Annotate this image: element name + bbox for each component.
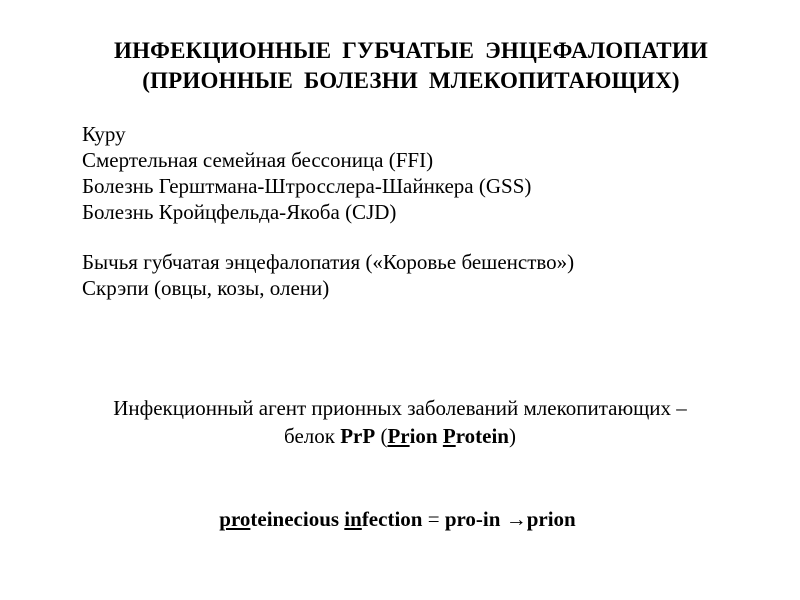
title-line-2: (ПРИОННЫЕ БОЛЕЗНИ МЛЕКОПИТАЮЩИХ) bbox=[142, 68, 680, 93]
prion-etymology-formula bbox=[0, 505, 795, 533]
agent-line-2 bbox=[0, 422, 800, 450]
slide-title bbox=[0, 36, 800, 96]
pro-in-text: pro-in bbox=[444, 507, 506, 531]
list-spacer bbox=[82, 225, 574, 249]
equals-sign: = bbox=[422, 507, 445, 531]
disease-item-kuru: Куру bbox=[82, 122, 126, 146]
disease-item-ffi: Смертельная семейная бессоница (FFI) bbox=[82, 148, 434, 172]
title-line-1: ИНФЕКЦИОННЫЕ ГУБЧАТЫЕ ЭНЦЕФАЛОПАТИИ bbox=[114, 38, 708, 63]
prion-pr-underlined: Pr bbox=[387, 424, 410, 448]
protein-p-underlined: P bbox=[442, 424, 456, 448]
disease-item-bse: Бычья губчатая энцефалопатия («Коровье бешенство») bbox=[82, 250, 575, 274]
teinecious-text: teinecious bbox=[250, 507, 345, 531]
paren-open: ( bbox=[375, 424, 388, 448]
paren-close: ) bbox=[508, 424, 516, 448]
agent-line-1: Инфекционный агент прионных заболеваний млекопитающих – bbox=[113, 396, 687, 420]
disease-item-scrapie: Скрэпи (овцы, козы, олени) bbox=[82, 276, 330, 300]
protein-rest: rotein bbox=[455, 424, 509, 448]
prp-label: PrP bbox=[340, 424, 376, 448]
disease-item-gss: Болезнь Герштмана-Штросслера-Шайнкера (GSS) bbox=[82, 174, 532, 198]
pro-underlined: pro bbox=[219, 507, 251, 531]
prion-rest: ion bbox=[409, 424, 443, 448]
fection-text: fection bbox=[361, 507, 423, 531]
disease-item-cjd: Болезнь Кройцфельда-Якоба (CJD) bbox=[82, 200, 397, 224]
agent-prefix: белок bbox=[284, 424, 341, 448]
in-underlined: in bbox=[344, 507, 362, 531]
infectious-agent-statement bbox=[0, 394, 800, 450]
prion-text: prion bbox=[526, 507, 576, 531]
disease-list bbox=[82, 121, 574, 301]
arrow-icon: → bbox=[505, 507, 527, 531]
